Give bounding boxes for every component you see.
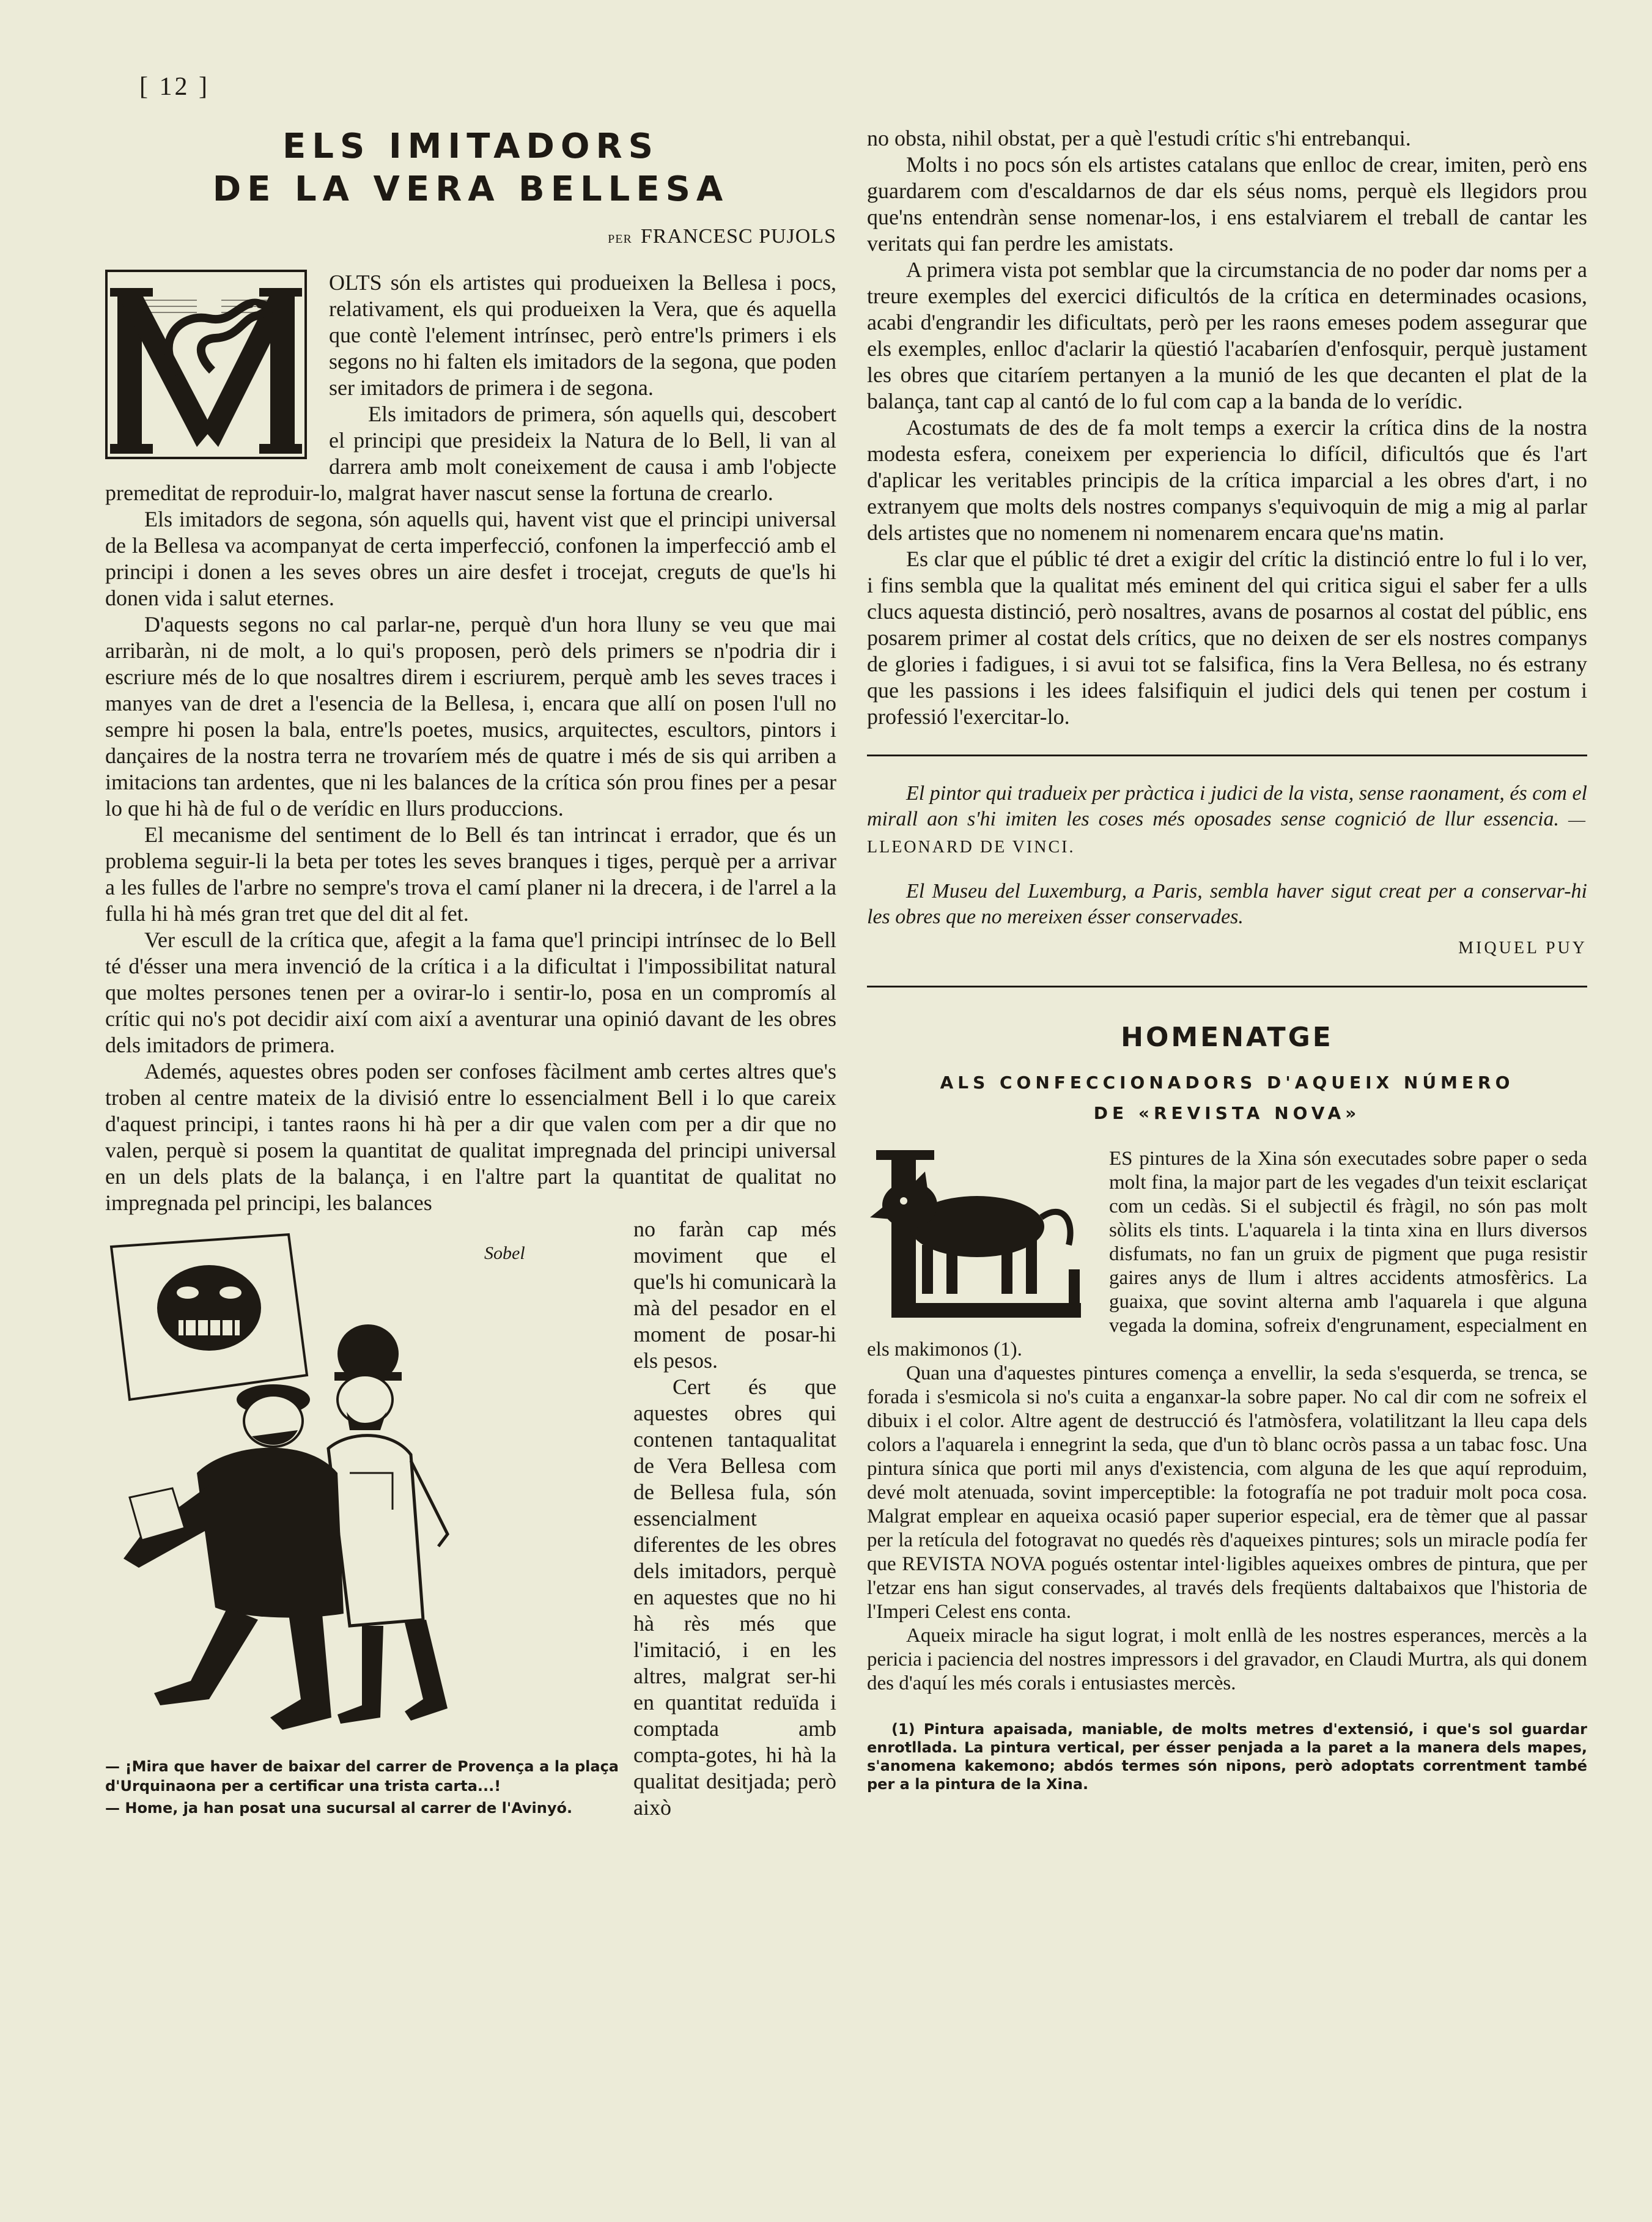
dropcap-l-dog-icon: [867, 1147, 1087, 1324]
byline-author: FRANCESC PUJOLS: [640, 225, 836, 248]
left-column: [105, 125, 836, 1821]
article1-paragraph-11: Molts i no pocs són els artistes catalans que enlloc de crear, imiten, però ens guardarem com d'escaldarnos de dar els séus noms, perquè els llegidors prou que'ns entendràn sense nomenar-los, i ens estalviarem el treball de cantar les veritats qui fan perdre les amistats.: [867, 152, 1587, 256]
title-line-2: DE LA VERA BELLESA: [212, 169, 729, 209]
article2-paragraph-3: Aqueix miracle ha sigut lograt, i molt enllà de les nostres esperances, mercès a la pericia i paciencia del nostres impressors i del gravador, en Claudi Murtra, als qui donem des d'aquí les més corals i entusiastes mercès.: [867, 1625, 1587, 1694]
title-line-1: ELS IMITADORS: [282, 127, 659, 166]
homenatge-subtitle: [867, 1068, 1587, 1129]
caption-line-1: — ¡Mira que haver de baixar del carrer de Provença a la plaça d'Urquinaona per a certificar una trista carta...!: [105, 1758, 619, 1795]
article1-paragraph-8: no faràn cap més moviment que el que'ls hi comunicarà la mà del pesador en el moment de posar-hi els pesos.: [633, 1217, 836, 1373]
illustration: [105, 1216, 619, 1820]
byline: [105, 223, 836, 253]
article1-paragraph-7: Ademés, aquestes obres poden ser confoses fàcilment amb certes altres que's troben al centre mateix de la divisió entre lo essencialment Bell i lo que careix d'aquest principi, i tantes raons hi hà per a dir que valen com per a dir que no valen, perquè si posem la quantitat de qualitat impregnada del principi universal en un dels plats de la balança, i en l'altre part la quantitat de qualitat no impregnada pel principi, les balances: [105, 1059, 836, 1215]
right-column: [867, 125, 1587, 1793]
article1-paragraph-5: El mecanisme del sentiment de lo Bell és tan intrincat i errador, que és un problema seguir-li la beta per totes les seves branques i tiges, perquè per a arrivar a les fulles de l'arbre no sempre's trova el camí planer ni la drecera, i de l'arrel a la fulla hi hà més gran tret que del dit al fet.: [105, 822, 836, 926]
divider-bottom: [867, 986, 1587, 987]
quote-1: [867, 781, 1587, 860]
quote-2: El Museu del Luxemburg, a Paris, sembla haver sigut creat per a conservar-hi les obres que no mereixen ésser conservades.: [867, 880, 1587, 928]
article2-paragraph-2: Quan una d'aquestes pintures comença a envellir, la seda s'esquerda, se trenca, se forada i s'esmicola si no's cuita a enganxar-la sobre paper. No cal dir com ne sofreix el dibuix i el color. Altre agent de destrucció és l'atmòsfera, volatilitzant la lleu capa dels colors a l'aquarela i ennegrint la seda, que d'un tò blanc ocròs passa a un tabac fosc. Una pintura sínica que porti mil anys d'existencia, com alguna de les que aquí reproduim, devé molt atenuada, sovint imperceptible: la fotografía ne pot traduir molt poca cosa. Malgrat emplear en aqueixa ocasió paper superior especial, era de tèmer que al passar per la retícula del fotogravat no quedés rès d'aqueixes pintures; sols un miracle podía fer que REVISTA NOVA pogués ostentar intel·ligibles aqueixes ombres de pintura, que per l'etzar ens han sigut conservades, al través dels freqüents daltabaixos que l'historia de l'Imperi Celest ens conta.: [867, 1362, 1587, 1623]
article2-paragraph-1: ES pintures de la Xina són executades sobre paper o seda molt fina, la major part de les vegades d'un teixit esclariçat com un cedàs. Si el subjectil és fràgil, no són pas molt sòlits els tints. L'aquarela i la tinta xina en llurs diversos disfumats, no fan un gruix de pigment que puga resistir gaires anys de llum i altres accidents atmosfèrics. La guaixa, que sovint alterna amb l'aquarela i que alguna vegada la domina, sofreix d'engrunament, especialment en els makimonos (1).: [867, 1148, 1587, 1360]
page-number: [ 12 ]: [139, 73, 210, 101]
illustration-signature: Sobel: [484, 1243, 525, 1263]
homenatge-title: HOMENATGE: [1121, 1022, 1333, 1053]
homenatge-subtitle-line-1: ALS CONFECCIONADORS D'AQUEIX NÚMERO: [940, 1072, 1514, 1093]
caption-line-2: — Home, ja han posat una sucursal al carrer de l'Avinyó.: [105, 1799, 573, 1817]
dropcap-m-serpent-icon: [105, 270, 307, 459]
article1-paragraph-13: Acostumats de des de fa molt temps a exercir la crítica dins de la nostra modesta esfera, coneixem per experiencia lo difícil, dificultós que és l'art d'aplicar les veritables principis de la crítica imparcial a les obres d'art, i no extranyem que molts dels nostres companys s'equivoquin de mig a mig al parlar dels artistes que no nomenem ni nomenarem encara que'ns matin.: [867, 415, 1587, 545]
quotes-section: [867, 781, 1587, 961]
article1-paragraph-12: A primera vista pot semblar que la circumstancia de no poder dar noms per a treure exemples del exercici dificultós de la crítica en determinades ocasions, acabi d'engrandir les dificultats, però per les raons emeses podem assegurar que els exemples, enlloc d'aclarir la qüestió l'acabaríen d'enfosquir, perquè justament les obres que citaríem pertanyen a la munió de les que decanten el plat de la balança, tant cap al cantó de lo ful com cap a la banda de lo verídic.: [867, 257, 1587, 413]
article1-paragraph-2: Els imitadors de primera, són aquells qui, descobert el principi que presideix la Natura de lo Bell, li van al darrera amb molt coneixement de causa i amb l'objecte premeditat de reproduir-lo, malgrat haver nascut sense la fortuna de crearlo.: [105, 402, 836, 505]
cartoon-illustration: [105, 1216, 619, 1742]
article1-paragraph-10: no obsta, nihil obstat, per a què l'estudi crític s'hi entrebanqui.: [867, 126, 1411, 150]
quote-1-text: El pintor qui tradueix per pràctica i judici de la vista, sense raonament, és com el mirall aon s'hi imiten les coses més oposades sense cognició de llur essencia.: [867, 782, 1587, 830]
byline-prefix: PER: [608, 232, 632, 246]
article1-paragraph-6: Ver escull de la crítica que, afegit a la fama que'l principi intrínsec de lo Bell té d'ésser una mera invenció de la crítica i a la dificultat i l'impossibilitat natural que moltes persones tenen per a ovirar-lo i sentir-lo, posa en un compromís al crític qui no's pot decidir així com així a aventurar una opinió davant de les obres dels imitadors de primera.: [105, 928, 836, 1057]
article1-paragraph-3: Els imitadors de segona, són aquells qui, havent vist que el principi universal de la Bellesa va acompanyat de certa imperfecció, confonen la imperfecció amb el principi i donen a les seves obres un aire desfet i trocejat, creguts de que'ls hi donen vida i salut eternes.: [105, 507, 836, 610]
article1-paragraph-14: Es clar que el públic té dret a exigir del crític la distinció entre lo ful i lo ver, i fins sembla que la qualitat més eminent del qui critica sigui el saber fer a ulls clucs aquesta distinció, però nosaltres, avans de posarnos al costat del públic, ens posarem primer al costat dels crítics, que no deixen de ser els nostres companys de glories i fadigues, i si avui tot se falsifica, fins la Vera Bellesa, no és estrany que les passions i les idees falsifiquin el judici dels qui tenen per costum i professió l'exercitar-lo.: [867, 547, 1587, 729]
article1-paragraph-1: OLTS són els artistes qui produeixen la Bellesa i pocs, relativament, els qui produeixen la Vera, que és aquella que contè l'element intrínsec, però entre'ls primers i els segons no hi falten els imitadors de la segona, que poden ser imitadors de primera i de segona.: [329, 270, 836, 400]
homenatge-subtitle-line-2: DE «REVISTA NOVA»: [1093, 1103, 1361, 1123]
article-title: [105, 125, 836, 211]
article1-paragraph-4: D'aquests segons no cal parlar-ne, perquè d'un hora lluny se veu que mai arribaràn, ni de molt, a lo qui's proposen, però dels primers se n'podria dir i escriure més de lo que nosaltres direm i escriurem, perquè amb les seves traces i manyes van de dret a l'esencia de la Bellesa, i, encara que allí on posen l'ull no sempre hi posen la bala, entre'ls poetes, musics, arquitectes, escultors, pintors i dançaires de la nostra terra ne trovaríem més de quatre i més de sis qui arriben a imitacions tan ardentes, que ni les balances de la crítica són prou fines per a pesar lo que hi hà de ful o de verídic en llurs produccions.: [105, 612, 836, 821]
divider-top: [867, 755, 1587, 756]
illustration-caption: [105, 1757, 619, 1818]
footnote: (1) Pintura apaisada, maniable, de molts metres d'extensió, i que's sol guardar enrotllada. La pintura vertical, per ésser penjada a la paret a la manera dels mapes, s'anomena kakemono; abdós termes són nipons, però adoptats correntment també per a la pintura de la Xina.: [867, 1721, 1587, 1793]
article1-paragraph-9: Cert és que aquestes obres qui contenen tantaqualitat de Vera Bellesa com de Bellesa fula, són essencialment diferentes de les obres dels imitadors, perquè en aquestes que no hi hà rès més que l'imitació, i en les altres, malgrat ser-hi en quantitat reduïda i comptada amb compta-gotes, hi hà la qualitat desitjada; però això: [633, 1375, 836, 1820]
quotes-signature: MIQUEL PUY: [1458, 939, 1587, 958]
quote-1-author: — LLEONARD DE VINCI.: [867, 811, 1588, 857]
